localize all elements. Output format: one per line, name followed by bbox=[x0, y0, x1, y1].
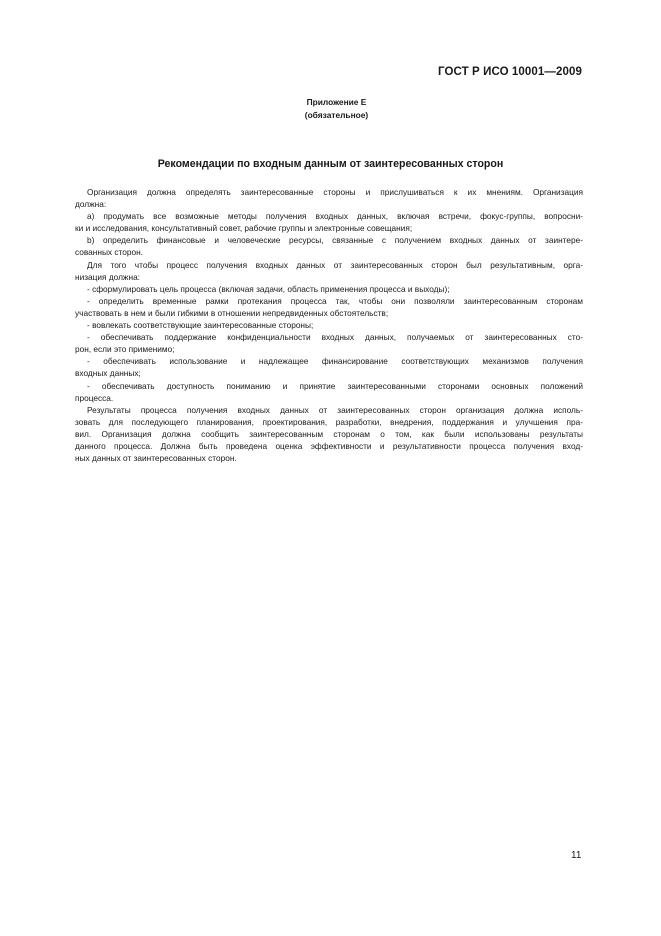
text-line: Организация должна определять заинтересованные стороны и прислушиваться к их мнениям. Организация bbox=[87, 187, 583, 197]
body-text bbox=[75, 186, 583, 464]
annex-status: (обязательное) bbox=[304, 110, 369, 120]
section-title: Рекомендации по входным данным от заинтересованных сторон bbox=[157, 158, 504, 170]
annex-heading bbox=[0, 96, 661, 122]
text-line: Для того чтобы процесс получения входных данных от заинтересованных сторон был результативным, орга- bbox=[87, 259, 583, 270]
text-line: рон, если это применимо; bbox=[75, 344, 175, 355]
text-line: сованных сторон. bbox=[75, 247, 143, 258]
text-line: Результаты процесса получения входных данных от заинтересованных сторон организация должна исполь- bbox=[87, 404, 583, 415]
text-line: - сформулировать цель процесса (включая задачи, область применения процесса и выходы); bbox=[87, 283, 450, 294]
text-line: а) продумать все возможные методы получения входных данных, включая встречи, фокус-группы, вопросни- bbox=[87, 211, 583, 222]
text-line: зовать для последующего планирования, проектирования, разработки, внедрения, поддержания и улучшения пра- bbox=[75, 416, 583, 427]
text-line: данного процесса. Должна быть проведена оценка эффективности и результативности процесса получения вход- bbox=[75, 440, 583, 451]
standard-designation: ГОСТ Р ИСО 10001—2009 bbox=[437, 66, 582, 78]
text-line: процесса. bbox=[75, 392, 114, 403]
text-line: входных данных; bbox=[75, 368, 141, 379]
text-line: - определить временные рамки протекания процесса так, чтобы они позволяли заинтересованным сторонам bbox=[87, 295, 583, 306]
text-line: участвовать в нем и были гибкими в отношении непредвиденных обстоятельств; bbox=[75, 307, 389, 318]
text-line: должна: bbox=[75, 199, 107, 210]
text-line: b) определить финансовые и человеческие ресурсы, связанные с получением входных данных от заинтере- bbox=[87, 235, 583, 246]
text-line: низация должна: bbox=[75, 271, 140, 282]
text-line: - обеспечивать поддержание конфиденциальности входных данных, получаемых от заинтересованных сто- bbox=[87, 332, 583, 343]
text-line: ки и исследования, консультативный совет, рабочие группы и электронные совещания; bbox=[75, 223, 413, 234]
annex-title: Приложение E bbox=[306, 97, 367, 107]
text-line: - обеспечивать использование и надлежащее финансирование соответствующих механизмов получения bbox=[87, 356, 583, 367]
text-line: ных данных от заинтересованных сторон. bbox=[75, 453, 237, 464]
text-line: вил. Организация должна сообщить заинтересованным сторонам о том, как были использованы результаты bbox=[75, 428, 583, 439]
text-line: - обеспечивать доступность пониманию и принятие заинтересованными сторонами основных положений bbox=[87, 380, 583, 391]
text-line: - вовлекать соответствующие заинтересованные стороны; bbox=[87, 320, 314, 331]
page-number: 11 bbox=[571, 850, 582, 861]
